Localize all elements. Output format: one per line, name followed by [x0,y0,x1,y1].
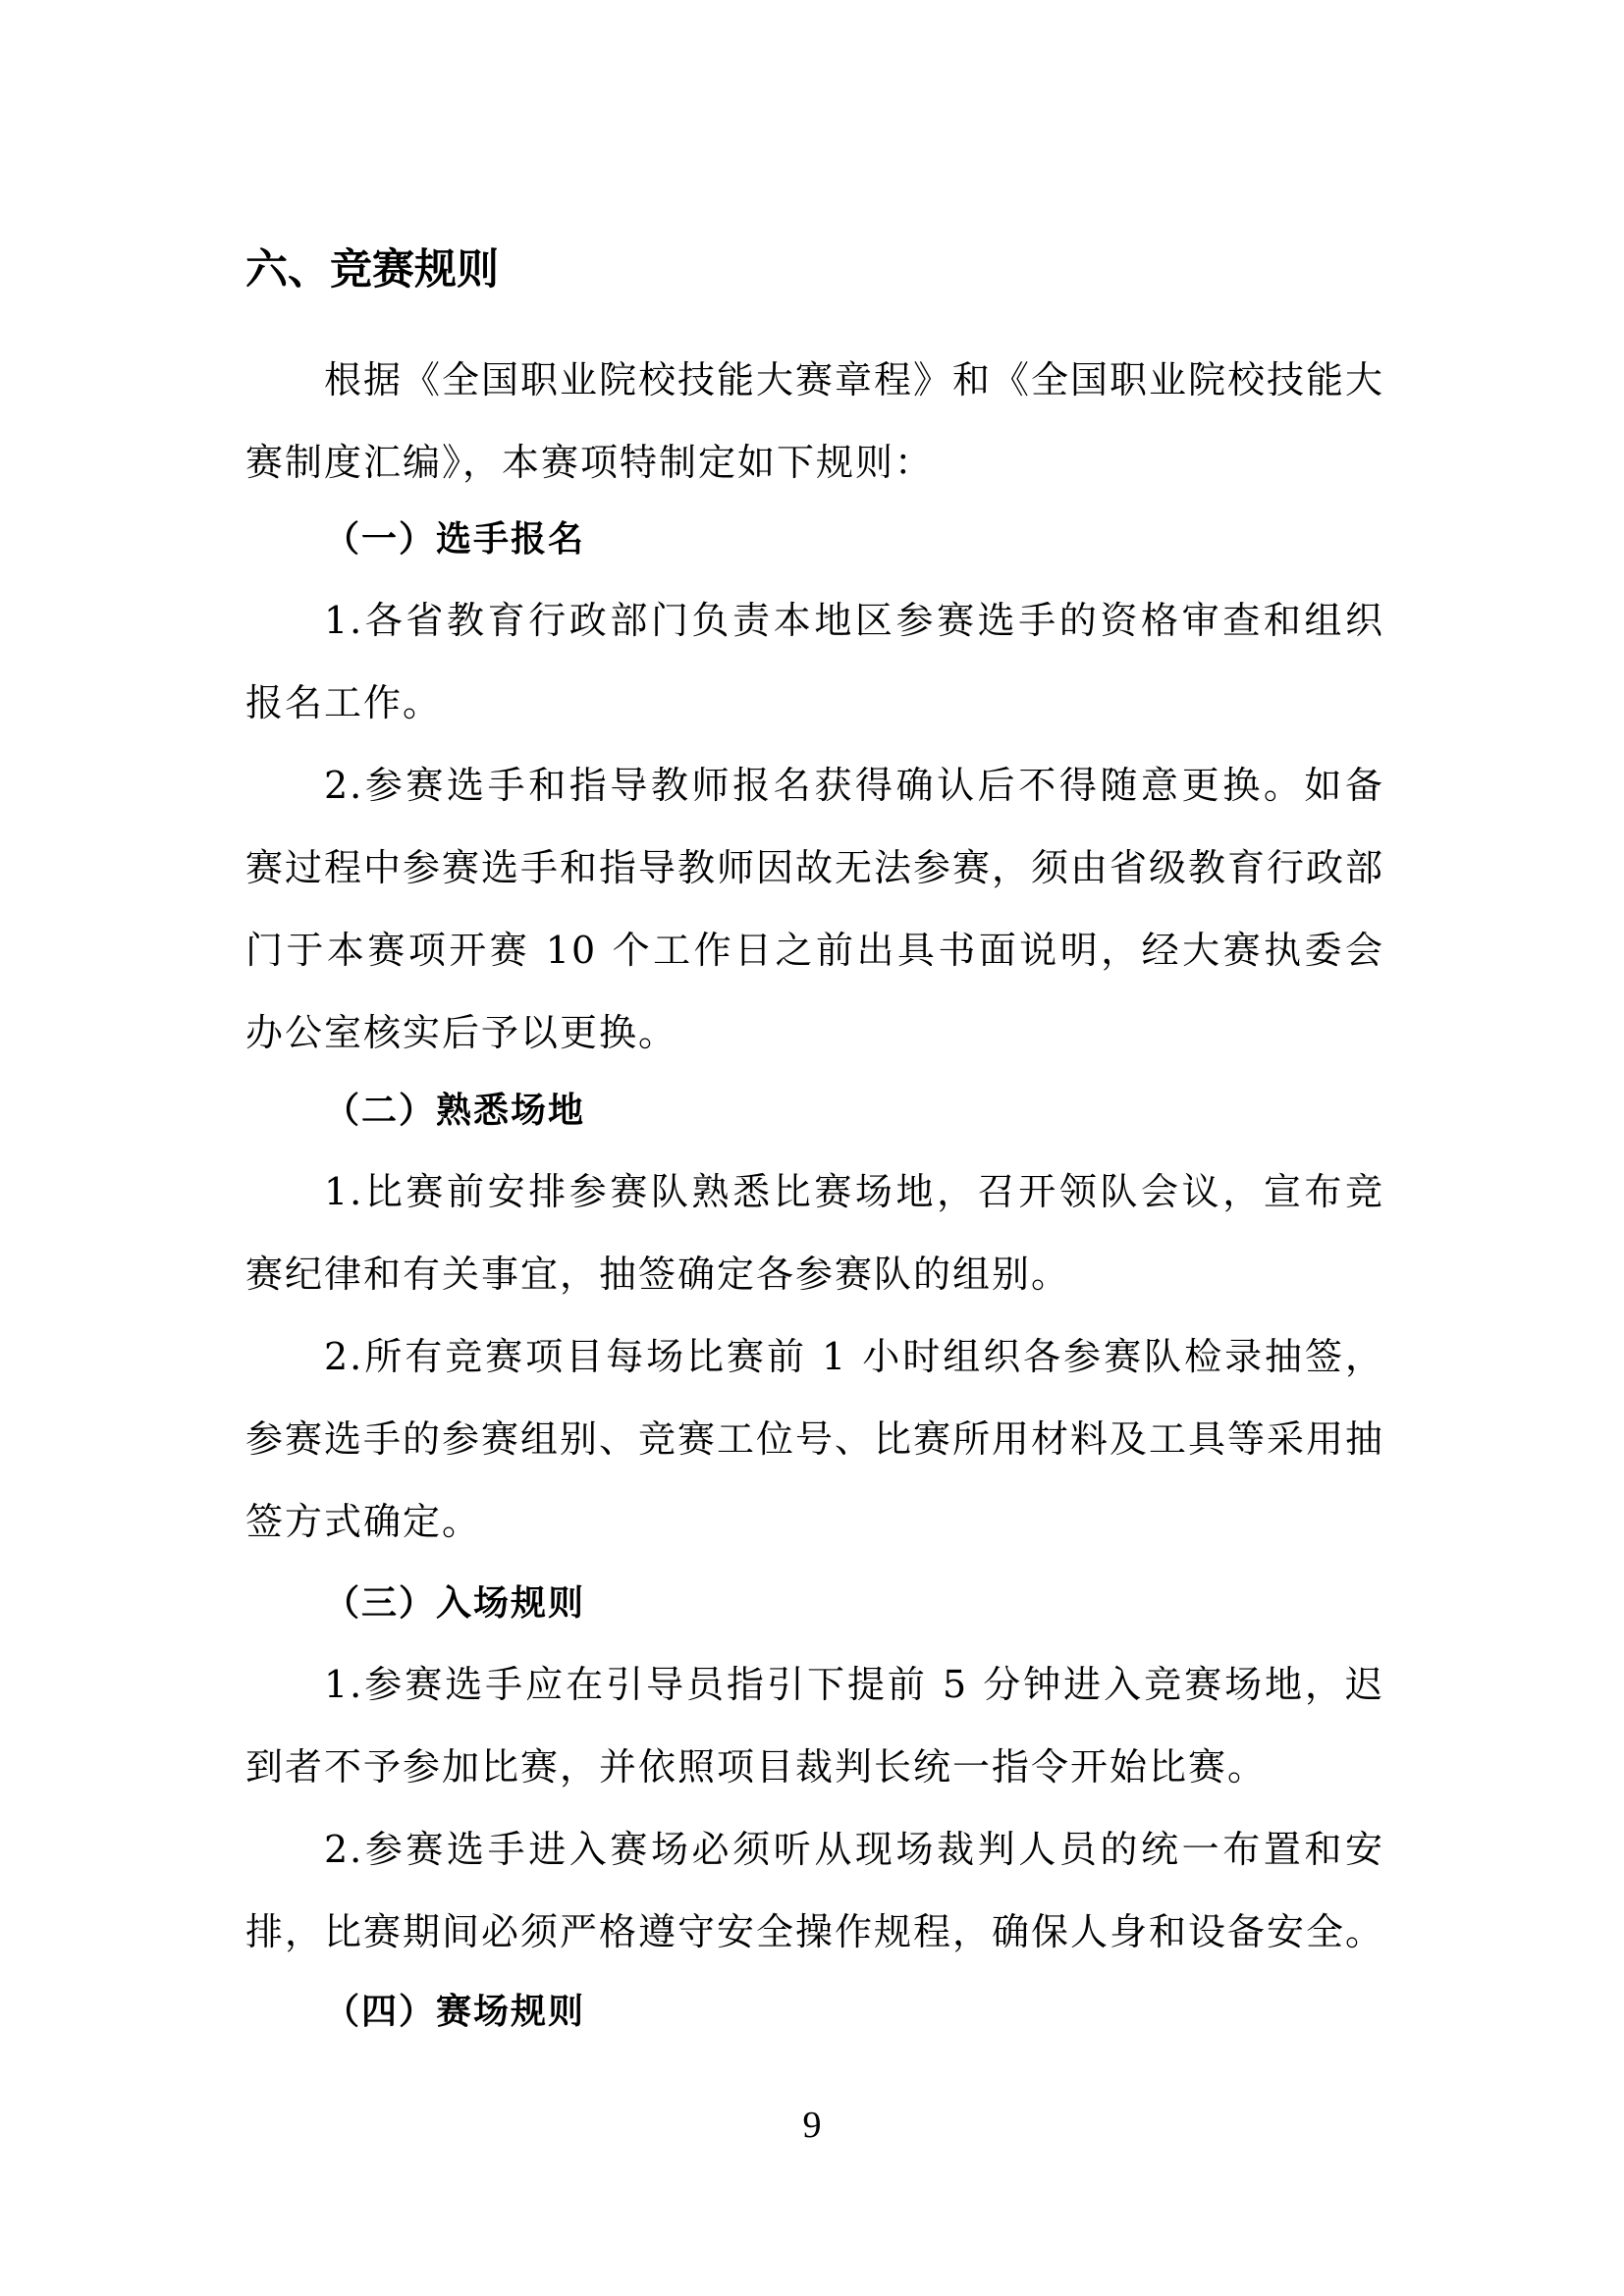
subsection-title-4: （四）赛场规则 [324,1992,586,2032]
subsection-title-3: （三）入场规则 [324,1583,586,1624]
subsection-2-item-2: 2.所有竞赛项目每场比赛前 1 小时组织各参赛队检录抽签，参赛选手的参赛组别、竞赛工位号、比赛所用材料及工具等采用抽签方式确定。 [245,1335,1385,1543]
subsection-3-item-2: 2.参赛选手进入赛场必须听从现场裁判人员的统一布置和安排，比赛期间必须严格遵守安全操作规程，确保人身和设备安全。 [245,1828,1385,1953]
page-number: 9 [802,2105,822,2146]
subsection-title-2: （二）熟悉场地 [324,1091,586,1131]
subsection-2-item-1: 1.比赛前安排参赛队熟悉比赛场地，召开领队会议，宣布竞赛纪律和有关事宜，抽签确定各参赛队的组别。 [245,1170,1384,1296]
intro-paragraph: 根据《全国职业院校技能大赛章程》和《全国职业院校技能大赛制度汇编》，本赛项特制定如下规则： [245,358,1385,484]
subsection-1-item-2: 2.参赛选手和指导教师报名获得确认后不得随意更换。如备赛过程中参赛选手和指导教师因故无法参赛，须由省级教育行政部门于本赛项开赛 10 个工作日之前出具书面说明，经大赛执委会办公室核实后予以更换。 [245,764,1385,1054]
section-title: 六、竞赛规则 [245,245,499,294]
subsection-title-1: （一）选手报名 [324,519,586,560]
subsection-3-item-1: 1.参赛选手应在引导员指引下提前 5 分钟进入竞赛场地，迟到者不予参加比赛，并依照项目裁判长统一指令开始比赛。 [245,1663,1384,1789]
subsection-1-item-1: 1.各省教育行政部门负责本地区参赛选手的资格审查和组织报名工作。 [245,599,1384,724]
